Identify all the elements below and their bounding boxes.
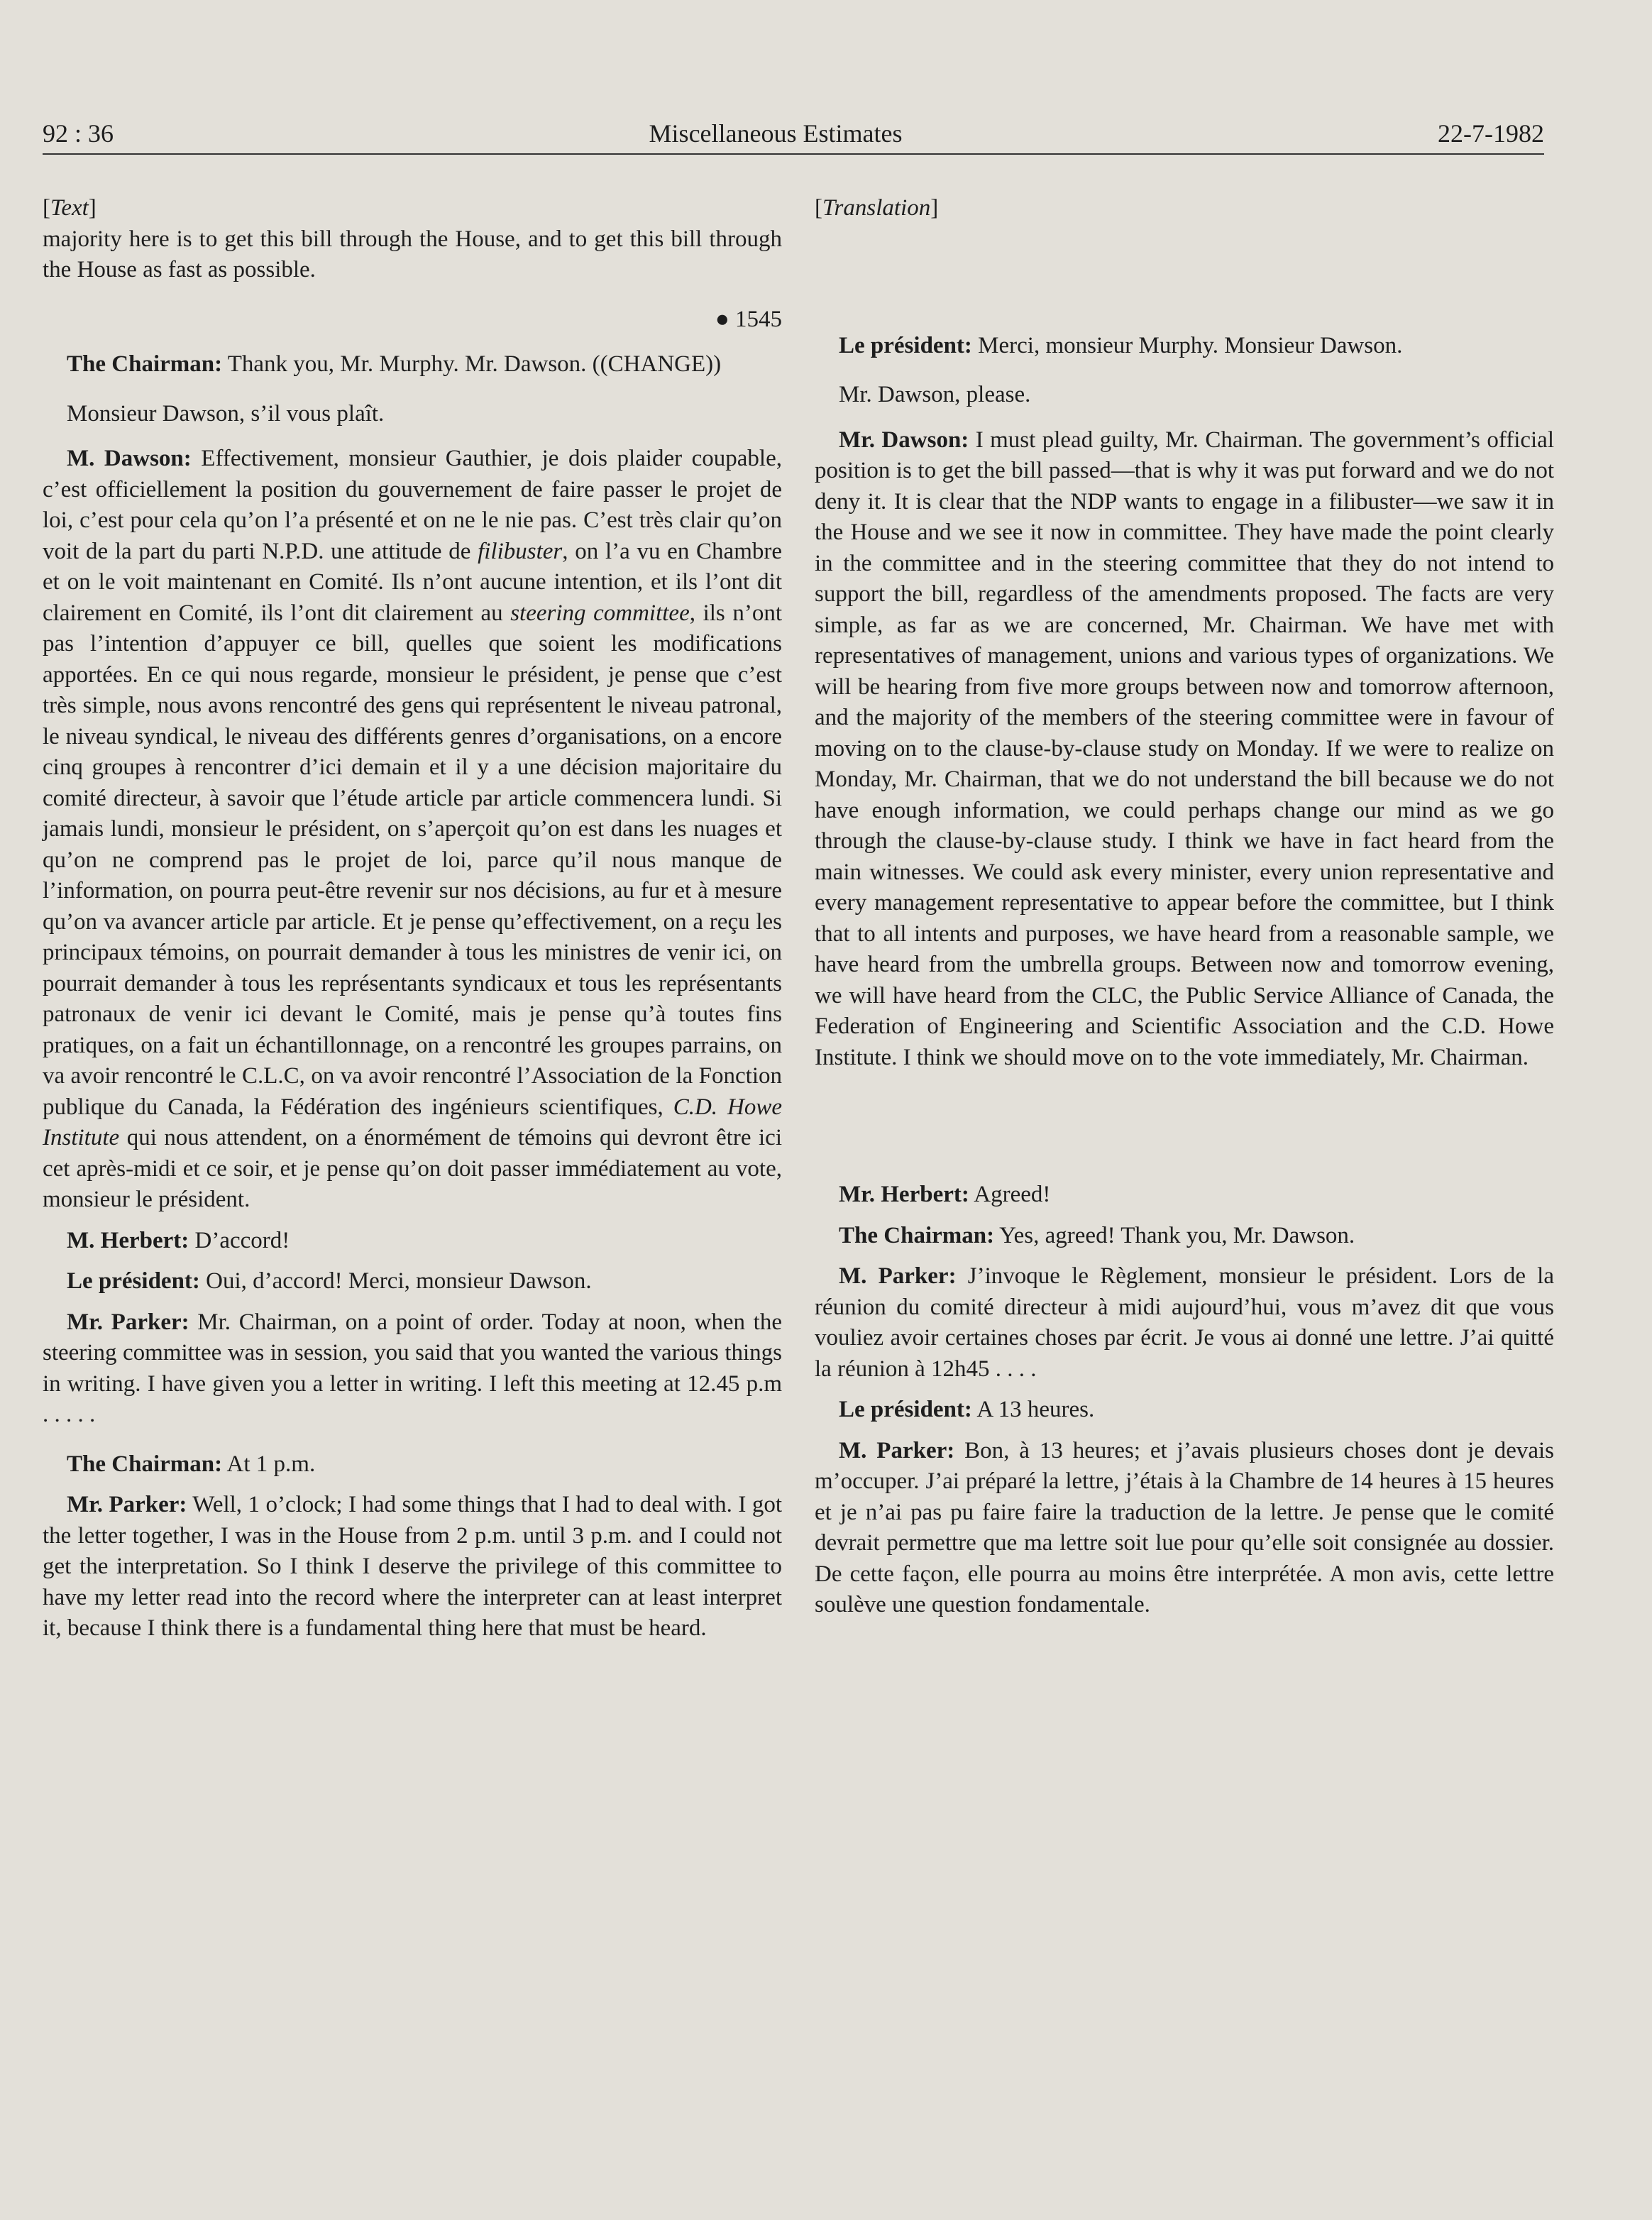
speaker-name: The Chairman: [839,1222,995,1248]
speaker-name: Le président: [67,1268,200,1294]
paragraph: majority here is to get this bill through the House, and to get this bill through the House as fast as possible. [43,226,782,282]
paragraph: M. Parker: J’invoque le Règlement, monsieur le président. Lors de la réunion du comité directeur à midi aujourd’hui, vous m’avez dit que vous vouliez avoir certaines choses par écrit. Je vous ai donné une lettre. J’ai quitté la réunion à 12h45 . . . . [815,1263,1554,1382]
left-column [43,193,782,1644]
speaker-name: M. Herbert: [67,1227,189,1253]
language-label: [Translation] [815,195,939,221]
paragraph: Mr. Parker: Well, 1 o’clock; I had some things that I had to deal with. I got the letter together, I was in the House from 2 p.m. until 3 p.m. and I could not get the interpretation. So I think I deserve the privilege of this committee to have my letter read into the record where the interpreter can at least interpret it, because I think there is a fundamental thing here that must be heard. [43,1492,783,1641]
paragraph: The Chairman: Thank you, Mr. Murphy. Mr. Dawson. ((CHANGE)) [67,351,722,377]
speaker-name: Mr. Parker: [67,1492,187,1517]
page-header [43,119,1544,155]
paragraph: Le président: A 13 heures. [839,1397,1095,1422]
paragraph: M. Dawson: Effectivement, monsieur Gauthier, je dois plaider coupable, c’est officiellement la position du gouvernement de faire passer le projet de loi, c’est pour cela qu’on l’a présenté et on ne le nie pas. C’est très clair qu’on voit de la part du parti N.P.D. une attitude de filibuster, on l’a vu en Chambre et on le voit maintenant en Comité. Ils n’ont aucune intention, et ils l’ont dit clairement en Comité, ils l’ont dit clairement au steering committee, ils n’ont pas l’intention d’appuyer ce bill, quelles que soient les modifications apportées. En ce qui nous regarde, monsieur le président, je pense que c’est très simple, nous avons rencontré des gens qui représentent le niveau patronal, le niveau syndical, le niveau des différents genres d’organisations, on a encore cinq groupes à rencontrer d’ici demain et il y a une décision majoritaire du comité directeur, à savoir que l’étude article par article commencera lundi. Si jamais lundi, monsieur le président, on s’aperçoit qu’on est dans les nuages et qu’on ne comprend pas le projet de loi, parce qu’il nous manque de l’information, on pourra peut-être revenir sur nos décisions, au fur et à mesure qu’on va avancer article par article. Et je pense qu’effectivement, on a reçu les principaux témoins, on pourrait demander à tous les ministres de venir ici, on pourrait demander à tous les représentants syndicaux et tous les représentants patronaux de venir ici devant le Comité, mais je pense qu’à toutes fins pratiques, on a fait un échantillonnage, on a rencontré les groupes parrains, on va avoir rencontré le C.L.C, on va avoir rencontré l’Association de la Fonction publique du Canada, la Fédération des ingénieurs scientifiques, C.D. Howe Institute qui nous attendent, on a énormément de témoins qui devront être ici cet après-midi et ce soir, et je pense qu’on doit passer immédiatement au vote, monsieur le président. [43,446,782,1212]
speaker-name: Le président: [839,332,972,358]
speaker-name: Le président: [839,1397,972,1422]
speaker-name: M. Parker: [839,1437,955,1463]
speaker-name: Mr. Dawson: [839,427,969,453]
speaker-name: The Chairman: [67,1451,223,1477]
page-number: 92 : 36 [43,119,114,148]
paragraph: Mr. Dawson, please. [839,382,1031,407]
speaker-name: M. Dawson: [67,446,192,471]
paragraph: Monsieur Dawson, s’il vous plaît. [67,400,385,427]
sitting-date: 22-7-1982 [1438,119,1544,148]
speaker-name: Mr. Herbert: [839,1182,969,1207]
paragraph: Le président: Oui, d’accord! Merci, monsieur Dawson. [67,1268,592,1294]
paragraph: M. Herbert: D’accord! [67,1227,290,1253]
paragraph: Mr. Herbert: Agreed! [839,1182,1051,1207]
paragraph: Mr. Dawson: I must plead guilty, Mr. Chairman. The government’s official position is to get the bill passed—that is why it was put forward and we do not deny it. It is clear that the NDP wants to engage in a filibuster—we saw it in the House and we see it now in committee. They have made the point clearly in the committee and in the steering committee that they do not intend to support the bill, regardless of the amendments proposed. The facts are very simple, as far as we are concerned, Mr. Chairman. We have met with representatives of management, unions and various types of organizations. We will be hearing from five more groups between now and tomorrow afternoon, and the majority of the members of the steering committee were in favour of moving on to the clause-by-clause study on Monday. If we were to realize on Monday, Mr. Chairman, that we do not understand the bill because we do not have enough information, we could perhaps change our mind as we go through the clause-by-clause study. I think we have in fact heard from the main witnesses. We could ask every minister, every union representative and every management representative to appear before the committee, but I think that to all intents and purposes, we have heard from a reasonable sample, we have heard from the umbrella groups. Between now and tomorrow evening, we will have heard from the CLC, the Public Service Alliance of Canada, the Federation of Engineering and Scientific Association and the C.D. Howe Institute. I think we should move on to the vote immediately, Mr. Chairman. [815,427,1554,1070]
paragraph: The Chairman: Yes, agreed! Thank you, Mr. Dawson. [839,1222,1355,1248]
paragraph: Mr. Parker: Mr. Chairman, on a point of order. Today at noon, when the steering committee was in session, you said that you wanted the various things in writing. I have given you a letter in writing. I left this meeting at 12.45 p.m . . . . . [43,1309,782,1427]
paragraph: The Chairman: At 1 p.m. [67,1451,316,1477]
paragraph: Le président: Merci, monsieur Murphy. Monsieur Dawson. [839,332,1403,358]
timestamp: ● 1545 [715,306,782,332]
language-label: [Text] [43,195,97,221]
running-title: Miscellaneous Estimates [649,119,903,148]
speaker-name: Mr. Parker: [67,1309,189,1335]
paragraph: M. Parker: Bon, à 13 heures; et j’avais plusieurs choses dont je devais m’occuper. J’ai préparé la lettre, j’étais à la Chambre de 14 heures à 15 heures et je n’ai pas pu faire faire la traduction de la lettre. Je pense que le comité devrait permettre que ma lettre soit lue pour qu’elle soit consignée au dossier. De cette façon, elle pourra au moins être interprétée. A mon avis, cette lettre soulève une question fondamentale. [815,1437,1554,1617]
right-column [815,193,1554,1621]
speaker-name: M. Parker: [839,1263,957,1289]
speaker-name: The Chairman: [67,351,223,377]
